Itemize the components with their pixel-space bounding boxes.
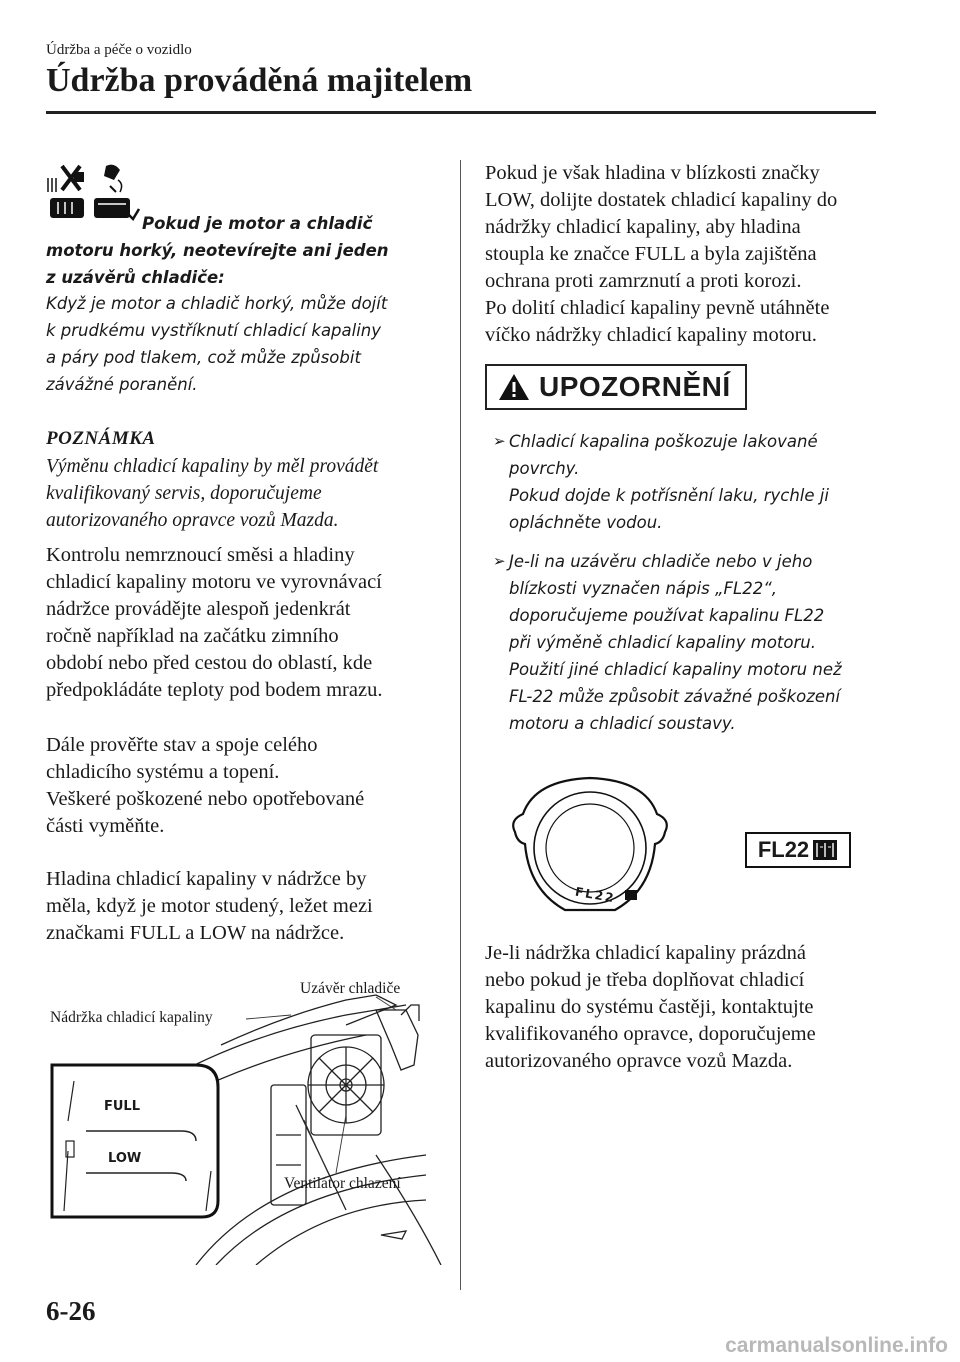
paragraph-line: předpokládáte teploty pod bodem mrazu. [46,679,383,701]
warning-heading-line: z uzávěrů chladiče: [46,268,225,287]
paragraph-line: kapalinu do systému častěji, kontaktujte [485,996,814,1018]
paragraph-line: víčko nádržky chladicí kapaliny motoru. [485,324,817,346]
paragraph-level [46,866,446,947]
bullet-line: opláchněte vodou. [509,513,663,532]
warning-body-line: závážné poranění. [46,375,198,394]
paragraph-topping-up [485,160,885,349]
note-body [46,453,446,534]
bullet-line: při výměně chladicí kapaliny motoru. [509,633,816,652]
section-breadcrumb: Údržba a péče o vozidlo [46,42,192,58]
paragraph-line: stoupla ke značce FULL a byla zajištěna [485,243,817,265]
warning-heading-line: motoru horký, neotevírejte ani jeden [46,241,389,260]
caution-bullet-fl22 [493,548,893,737]
note-line: Výměnu chladicí kapaliny by měl provádět [46,456,379,477]
coolant-reservoir-label: Nádržka chladicí kapaliny [50,1009,213,1026]
footer-watermark: carmanualsonline.info [725,1334,948,1357]
paragraph-line: Dále prověřte stav a spoje celého [46,734,318,756]
bullet-line: motoru a chladicí soustavy. [509,714,736,733]
bullet-line: doporučujeme používat kapalinu FL22 [509,606,825,625]
bullet-arrow-icon: ➢ [493,432,506,450]
caution-box [485,364,747,410]
warning-body-line: a páry pod tlakem, což může způsobit [46,348,361,367]
note-title: POZNÁMKA [46,428,156,449]
warning-heading [46,210,446,291]
paragraph-line: kvalifikovaného opravce, doporučujeme [485,1023,816,1045]
header-rule [46,111,876,114]
paragraph-line: nádržce provádějte alespoň jedenkrát [46,598,351,620]
paragraph-line: autorizovaného opravce vozů Mazda. [485,1050,793,1072]
paragraph-line: nádržky chladicí kapaliny, aby hladina [485,216,801,238]
paragraph-empty-reservoir [485,940,885,1075]
paragraph-line: Je-li nádržka chladicí kapaliny prázdná [485,942,807,964]
column-divider [460,160,461,1290]
paragraph-line: nebo pokud je třeba doplňovat chladicí [485,969,805,991]
engine-bay-figure [46,975,446,1265]
paragraph-line: chladicího systému a topení. [46,761,280,783]
paragraph-line: ochrana proti zamrznutí a proti korozi. [485,270,802,292]
paragraph-antifreeze-check [46,542,446,704]
page-number: 6-26 [46,1296,96,1326]
low-mark-label: LOW [108,1151,142,1166]
bullet-line: povrchy. [509,459,580,478]
paragraph-line: Kontrolu nemrznoucí směsi a hladiny [46,544,355,566]
paragraph-line: značkami FULL a LOW na nádržce. [46,922,345,944]
caution-label: UPOZORNĚNÍ [539,371,731,402]
page-title: Údržba prováděná majitelem [46,62,473,99]
fl22-badge-label: FL22 [757,837,810,862]
paragraph-line: ročně například na začátku zimního [46,625,339,647]
cap-marking-text: FL22 [574,884,617,906]
fl22-badge [745,832,851,868]
warning-triangle-icon [497,372,531,402]
paragraph-line: období nebo před cestou do oblastí, kde [46,652,373,674]
warning-body-line: Když je motor a chladič horký, může dojít [46,294,388,313]
caution-bullet-paint [493,428,893,536]
paragraph-line: Po dolití chladicí kapaliny pevně utáhněte [485,297,830,319]
warning-body-line: k prudkému vystříknutí chladicí kapaliny [46,321,382,340]
radiator-cap-label: Uzávěr chladiče [300,980,401,997]
note-line: kvalifikovaný servis, doporučujeme [46,483,322,504]
bullet-line: blízkosti vyznačen nápis „FL22“, [509,579,778,598]
paragraph-line: chladicí kapaliny motoru ve vyrovnávací [46,571,382,593]
note-line: autorizovaného opravce vozů Mazda. [46,510,339,531]
paragraph-line: Veškeré poškozené nebo opotřebované [46,788,365,810]
cooling-fan-label: Ventilátor chlazení [284,1175,401,1192]
bullet-line: FL-22 může způsobit závažné poškození [509,687,841,706]
full-mark-label: FULL [104,1099,141,1114]
paragraph-line: Pokud je však hladina v blízkosti značky [485,162,820,184]
warning-heading-line: Pokud je motor a chladič [142,214,373,233]
paragraph-line: části vyměňte. [46,815,165,837]
bullet-line: Pokud dojde k potřísnění laku, rychle ji [509,486,829,505]
warning-body [46,290,446,398]
bullet-line: Chladicí kapalina poškozuje lakované [509,432,818,451]
bullet-arrow-icon: ➢ [493,552,506,570]
paragraph-line: měla, když je motor studený, ležet mezi [46,895,373,917]
paragraph-line: Hladina chladicí kapaliny v nádržce by [46,868,367,890]
paragraph-line: LOW, dolijte dostatek chladicí kapaliny do [485,189,838,211]
bullet-line: Je-li na uzávěru chladiče nebo v jeho [509,552,813,571]
bullet-line: Použití jiné chladicí kapaliny motoru než [509,660,842,679]
paragraph-system-check [46,732,446,840]
manual-book-icon [812,839,838,861]
